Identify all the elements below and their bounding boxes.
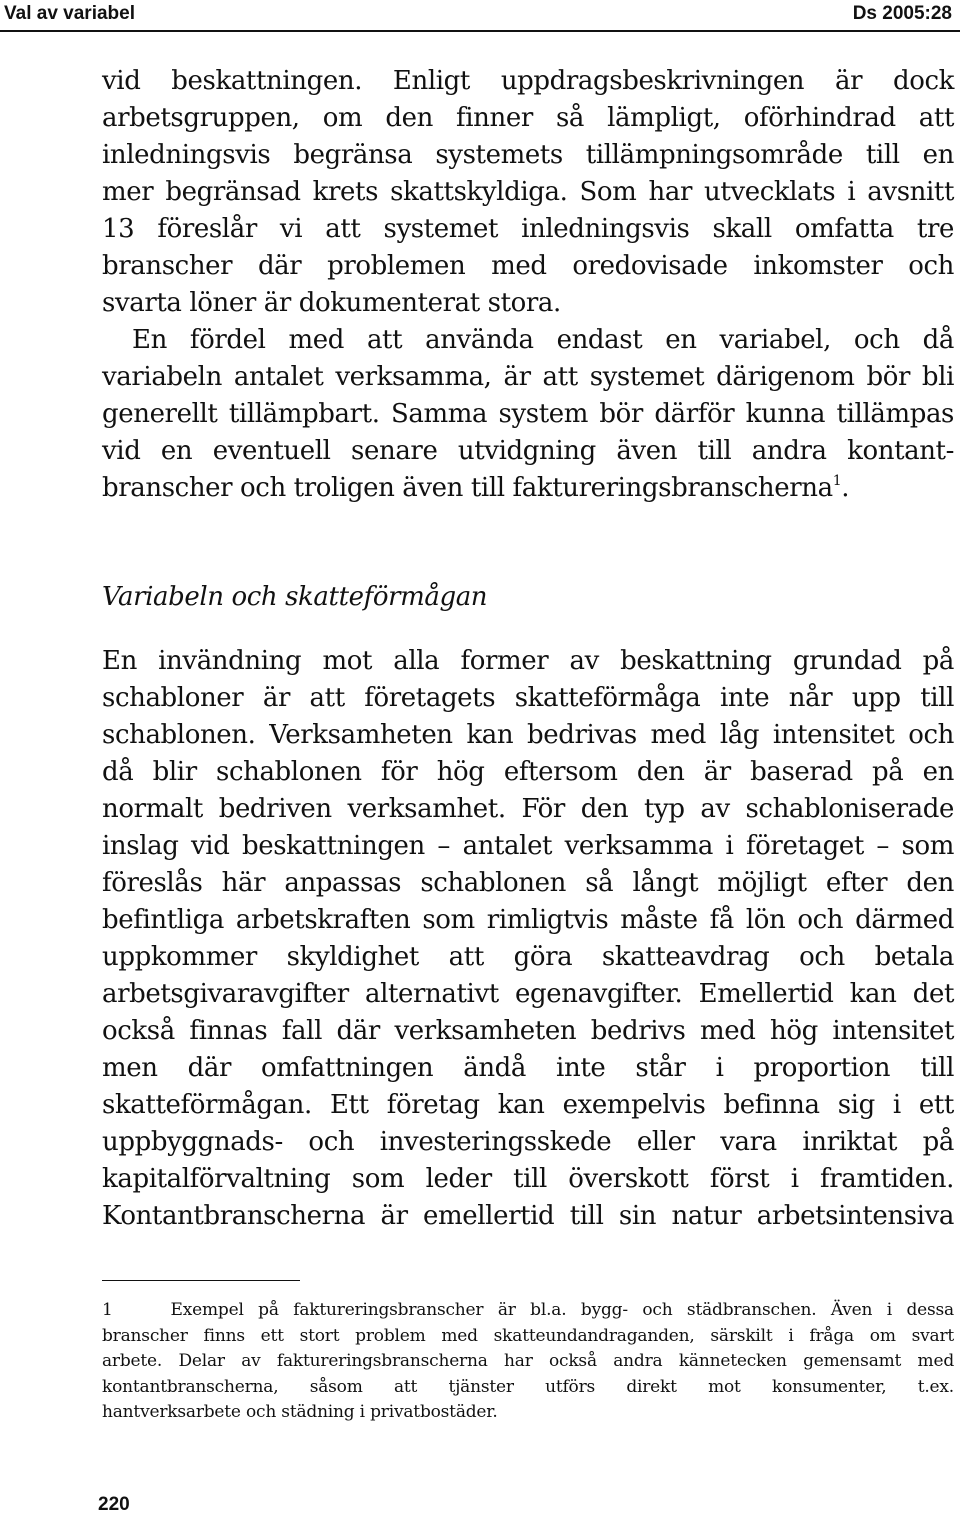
text-line: vid en eventuell senare utvidgning även till andra kontant- [102, 436, 954, 466]
text-line: då blir schablonen för hög eftersom den är baserad på en [102, 757, 954, 787]
text-line: skatteförmågan. Ett företag kan exempelvis befinna sig i ett [102, 1090, 954, 1120]
text-line: normalt bedriven verksamhet. För den typ av schabloniserade [102, 794, 954, 824]
text-line: branscher där problemen med oredovisade inkomster och [102, 251, 954, 281]
text-line: inledningsvis begränsa systemets tillämpningsområde till en [102, 140, 954, 170]
text-line: schabloner är att företagets skatteförmåga inte når upp till [102, 683, 954, 713]
text-line: mer begränsad krets skattskyldiga. Som har utvecklats i avsnitt [102, 177, 954, 207]
footnote-line [102, 1298, 954, 1324]
text-line [102, 470, 954, 507]
text-line: vid beskattningen. Enligt uppdragsbeskrivningen är dock [102, 66, 954, 96]
text-line: arbetsgruppen, om den finner så lämpligt, oförhindrad att [102, 103, 954, 133]
text-line: föreslås här anpassas schablonen så långt möjligt efter den [102, 868, 954, 898]
paragraph-3 [102, 643, 954, 1235]
section-heading: Variabeln och skatteförmågan [102, 582, 488, 612]
text-line: inslag vid beskattningen – antalet verksamma i företaget – som [102, 831, 954, 861]
footnote-line-content: Exempel på faktureringsbranscher är bl.a. bygg- och städbranschen. Även i dessa [170, 1300, 954, 1320]
running-header [0, 0, 960, 30]
text-line-content: branscher och troligen även till faktureringsbranscherna [102, 473, 833, 503]
text-line: arbetsgivaravgifter alternativt egenavgifter. Emellertid kan det [102, 979, 954, 1009]
footnote-line: hantverksarbete och städning i privatbostäder. [102, 1402, 498, 1422]
header-section-title: Val av variabel [4, 3, 135, 24]
header-document-id: Ds 2005:28 [852, 3, 952, 24]
text-line: En fördel med att använda endast en variabel, och då [132, 325, 954, 355]
text-line: också finnas fall där verksamheten bedrivs med hög intensitet [102, 1016, 954, 1046]
header-rule [0, 30, 960, 32]
paragraph-1 [102, 63, 954, 322]
paragraph-2 [102, 322, 954, 507]
text-line: En invändning mot alla former av beskattning grundad på [102, 646, 954, 676]
page-number: 220 [98, 1494, 130, 1515]
footnote-line: branscher finns ett stort problem med skatteundandraganden, särskilt i fråga om svart [102, 1325, 954, 1346]
sentence-end: . [841, 473, 850, 503]
text-line: svarta löner är dokumenterat stora. [102, 288, 561, 318]
footnote-reference[interactable]: 1 [832, 473, 842, 489]
text-line: kapitalförvaltning som leder till överskott först i framtiden. [102, 1164, 954, 1194]
text-line: men där omfattningen ändå inte står i proportion till [102, 1053, 954, 1083]
text-line: befintliga arbetskraften som rimligtvis måste få lön och därmed [102, 905, 954, 935]
footnote [102, 1298, 954, 1426]
footnote-separator [102, 1280, 300, 1281]
footnote-line: kontantbranscherna, såsom att tjänster utförs direkt mot konsumenter, t.ex. [102, 1376, 954, 1397]
text-line: 13 föreslår vi att systemet inledningsvis skall omfatta tre [102, 214, 954, 244]
footnote-number: 1 [102, 1300, 113, 1320]
footnote-line: arbete. Delar av faktureringsbranscherna har också andra kännetecken gemensamt med [102, 1351, 954, 1371]
text-line: uppkommer skyldighet att göra skatteavdrag och betala [102, 942, 954, 972]
text-line: uppbyggnads- och investeringsskede eller vara inriktat på [102, 1127, 954, 1157]
text-line: generellt tillämpbart. Samma system bör därför kunna tillämpas [102, 399, 954, 429]
text-line: Kontantbranscherna är emellertid till sin natur arbetsintensiva [102, 1201, 954, 1231]
text-line: variabeln antalet verksamma, är att systemet därigenom bör bli [102, 362, 954, 392]
text-line: schablonen. Verksamheten kan bedrivas med låg intensitet och [102, 720, 954, 750]
